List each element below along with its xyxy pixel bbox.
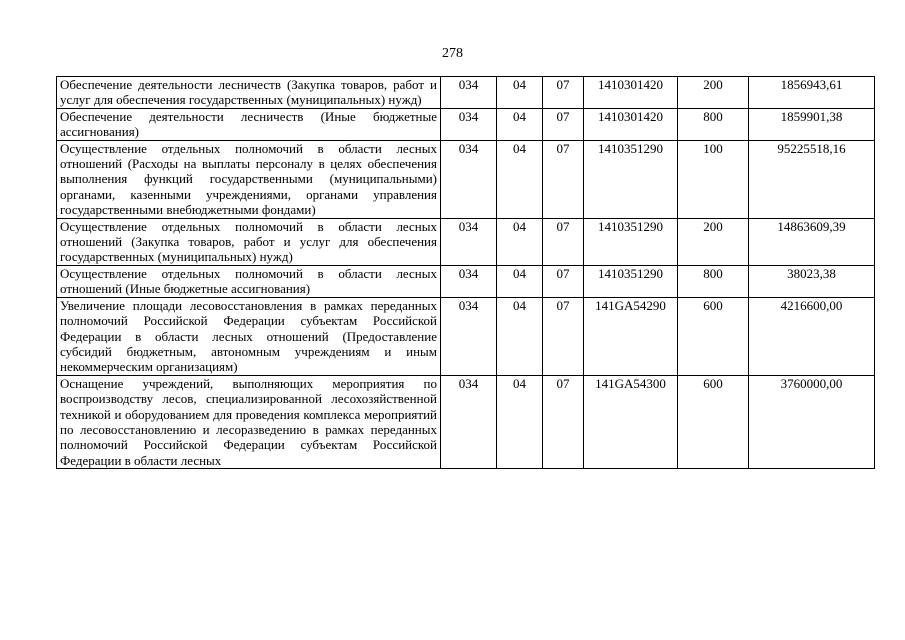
table-row	[57, 140, 875, 218]
ministry-code: 034	[441, 77, 497, 109]
page-number: 278	[442, 46, 463, 61]
expense-type-code: 800	[678, 265, 749, 297]
budget-table	[56, 76, 875, 469]
row-description: Осуществление отдельных полномочий в области лесных отношений (Закупка товаров, работ и услуг для обеспечения государственных (муниципальных) нужд)	[57, 218, 441, 265]
ministry-code: 034	[441, 297, 497, 375]
ministry-code: 034	[441, 265, 497, 297]
table-row	[57, 218, 875, 265]
expense-type-code: 200	[678, 218, 749, 265]
target-code: 1410351290	[584, 140, 678, 218]
ministry-code: 034	[441, 218, 497, 265]
section-code: 04	[497, 265, 543, 297]
target-code: 1410351290	[584, 265, 678, 297]
subsection-code: 07	[543, 140, 584, 218]
subsection-code: 07	[543, 108, 584, 140]
expense-type-code: 800	[678, 108, 749, 140]
subsection-code: 07	[543, 265, 584, 297]
expense-type-code: 600	[678, 297, 749, 375]
subsection-code: 07	[543, 297, 584, 375]
target-code: 141GA54290	[584, 297, 678, 375]
expense-type-code: 200	[678, 77, 749, 109]
table-row	[57, 265, 875, 297]
table-row	[57, 297, 875, 375]
table-row	[57, 108, 875, 140]
amount: 95225518,16	[749, 140, 875, 218]
subsection-code: 07	[543, 375, 584, 468]
amount: 14863609,39	[749, 218, 875, 265]
expense-type-code: 100	[678, 140, 749, 218]
subsection-code: 07	[543, 77, 584, 109]
section-code: 04	[497, 375, 543, 468]
ministry-code: 034	[441, 140, 497, 218]
subsection-code: 07	[543, 218, 584, 265]
row-description: Обеспечение деятельности лесничеств (Иные бюджетные ассигнования)	[57, 108, 441, 140]
ministry-code: 034	[441, 375, 497, 468]
row-description: Обеспечение деятельности лесничеств (Закупка товаров, работ и услуг для обеспечения государственных (муниципальных) нужд)	[57, 77, 441, 109]
row-description: Оснащение учреждений, выполняющих мероприятия по воспроизводству лесов, специализированной лесохозяйственной техникой и оборудованием для проведения комплекса мероприятий по лесовосстановлению и лесоразведению в рамках переданных полномочий Российской Федерации субъектам Российской Федерации в области лесных	[57, 375, 441, 468]
section-code: 04	[497, 77, 543, 109]
amount: 3760000,00	[749, 375, 875, 468]
section-code: 04	[497, 297, 543, 375]
section-code: 04	[497, 218, 543, 265]
amount: 1859901,38	[749, 108, 875, 140]
section-code: 04	[497, 140, 543, 218]
table-row	[57, 375, 875, 468]
target-code: 1410301420	[584, 108, 678, 140]
expense-type-code: 600	[678, 375, 749, 468]
ministry-code: 034	[441, 108, 497, 140]
amount: 38023,38	[749, 265, 875, 297]
table-row	[57, 77, 875, 109]
target-code: 141GA54300	[584, 375, 678, 468]
amount: 1856943,61	[749, 77, 875, 109]
row-description: Осуществление отдельных полномочий в области лесных отношений (Расходы на выплаты персоналу в целях обеспечения выполнения функций государственными (муниципальными) органами, казенными учреждениями, органами управления государственными внебюджетными фондами)	[57, 140, 441, 218]
row-description: Осуществление отдельных полномочий в области лесных отношений (Иные бюджетные ассигнования)	[57, 265, 441, 297]
section-code: 04	[497, 108, 543, 140]
target-code: 1410301420	[584, 77, 678, 109]
target-code: 1410351290	[584, 218, 678, 265]
row-description: Увеличение площади лесовосстановления в рамках переданных полномочий Российской Федерации субъектам Российской Федерации в области лесных отношений (Предоставление субсидий бюджетным, автономным учреждениям и иным некоммерческим организациям)	[57, 297, 441, 375]
amount: 4216600,00	[749, 297, 875, 375]
